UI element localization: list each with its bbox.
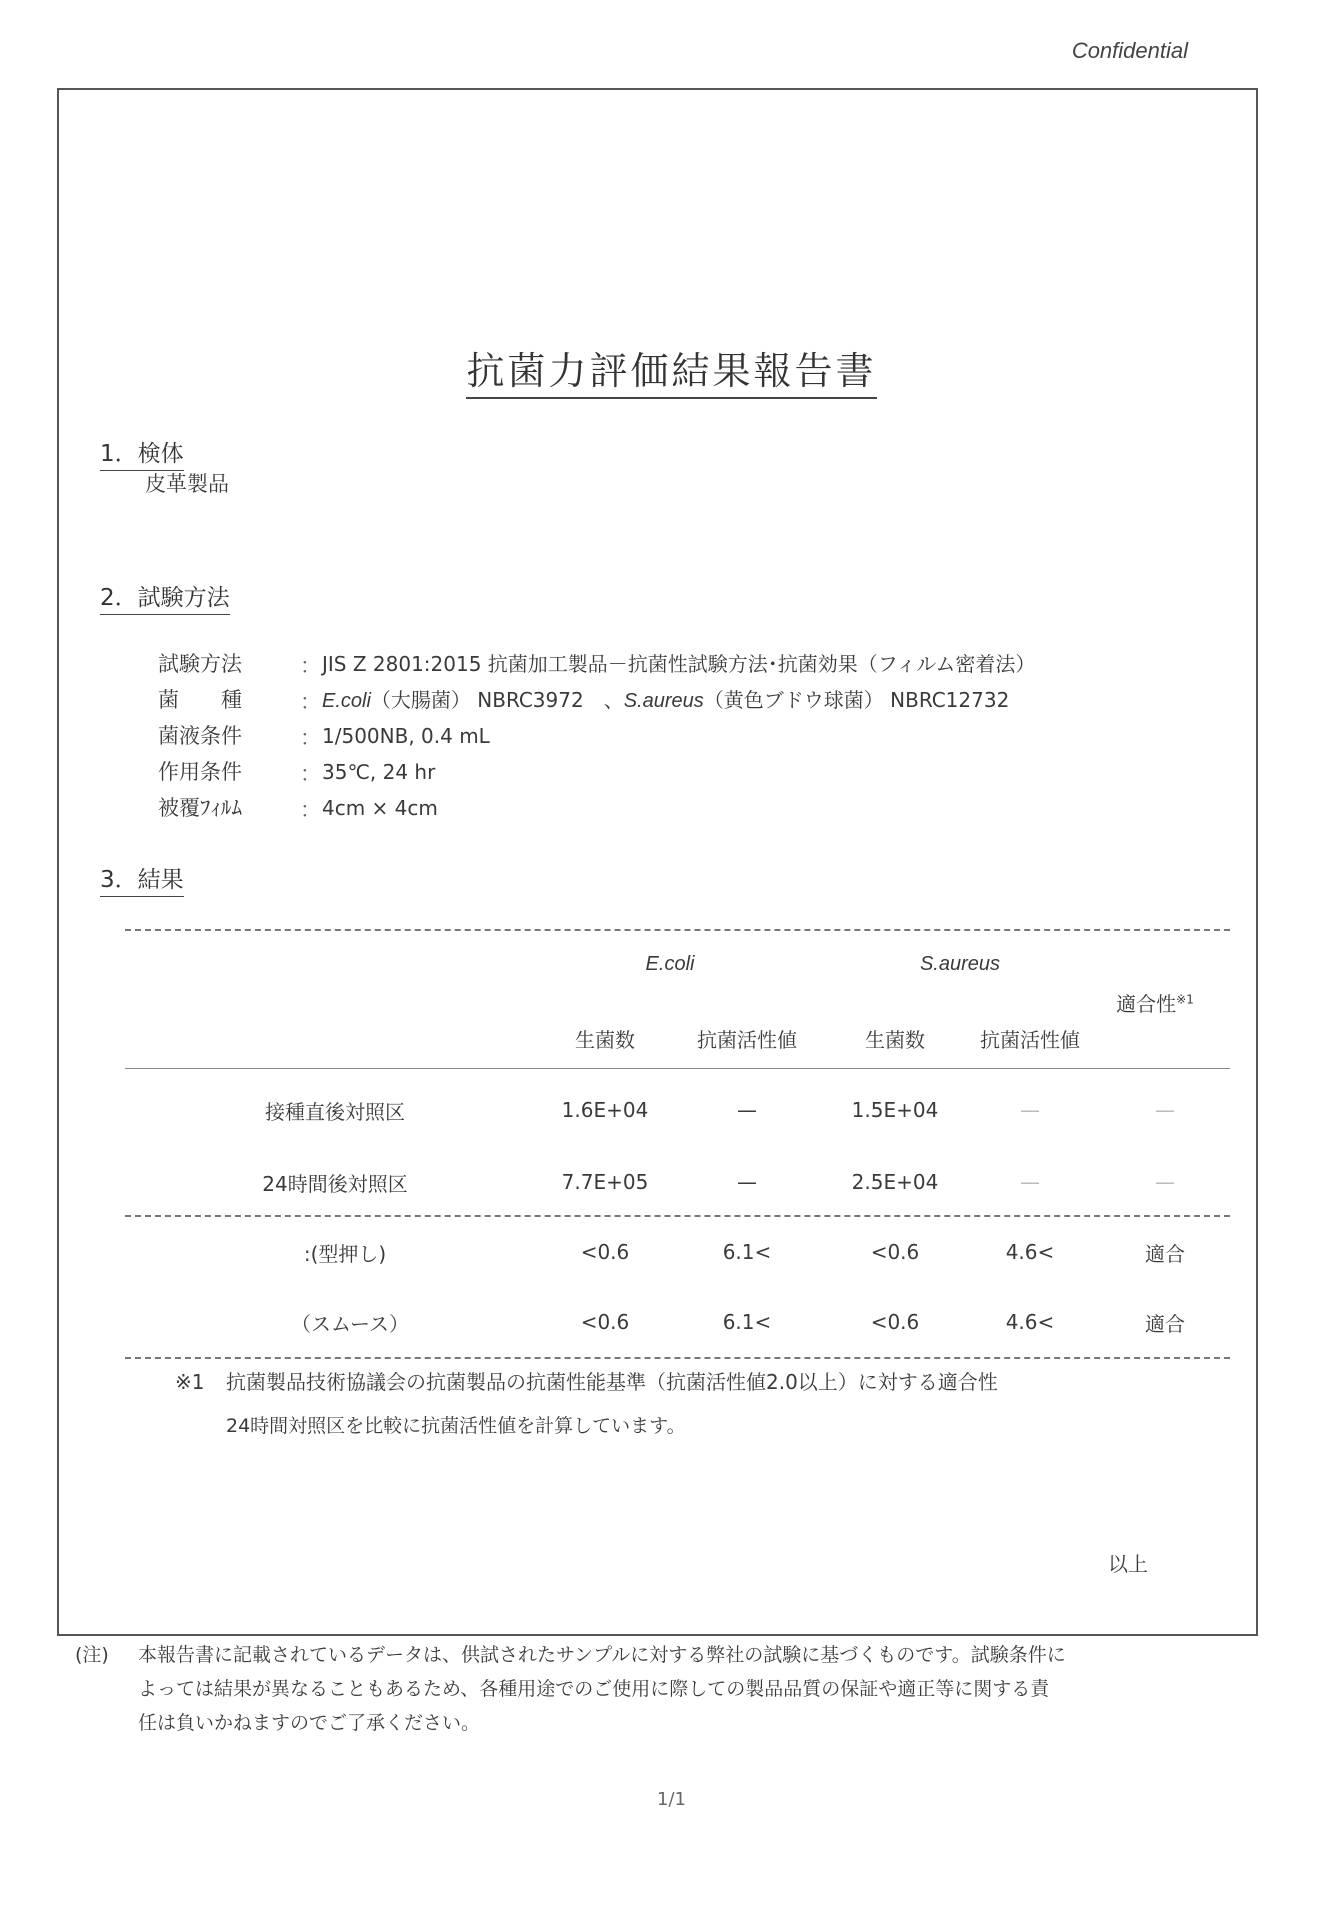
colon: ： xyxy=(300,690,321,714)
saureus-detail: （黄色ブドウ球菌） NBRC12732 xyxy=(703,688,1010,712)
colon: ： xyxy=(300,762,321,786)
method-label-inoculum: 菌液条件 xyxy=(158,724,242,748)
table-top-rule xyxy=(125,929,1230,931)
table-bottom-rule xyxy=(125,1357,1230,1359)
ecoli-count-cell: 1.6E+04 xyxy=(561,1098,649,1122)
table-mid-rule xyxy=(125,1215,1230,1217)
method-value-test: JIS Z 2801:2015 抗菌加工製品－抗菌性試験方法･抗菌効果（フィルム密着法） xyxy=(322,652,1036,676)
method-label-test: 試験方法 xyxy=(158,652,242,676)
report-title xyxy=(0,340,1343,395)
conformity-header-sup: ※1 xyxy=(1176,992,1194,1007)
saureus-count-cell: <0.6 xyxy=(870,1310,920,1334)
colon: ： xyxy=(300,654,321,678)
row-label: （スムース） xyxy=(291,1312,409,1336)
conformity-cell: 適合 xyxy=(1145,1312,1185,1336)
disclaimer-prefix: (注) xyxy=(75,1644,109,1666)
saureus-activity-header: 抗菌活性値 xyxy=(980,1028,1080,1052)
group-ecoli-header: E.coli xyxy=(645,953,695,975)
method-value-inoculum: 1/500NB, 0.4 mL xyxy=(322,724,490,748)
ecoli-name: E.coli xyxy=(322,690,371,712)
section-sample-heading: 1．検体 xyxy=(100,440,184,471)
row-label: :(型押し) xyxy=(303,1242,387,1266)
saureus-activity-cell: — xyxy=(1020,1170,1040,1194)
colon: ： xyxy=(300,798,321,822)
footnote-line1: 抗菌製品技術協議会の抗菌製品の抗菌性能基準（抗菌活性値2.0以上）に対する適合性 xyxy=(226,1370,998,1394)
group-saureus-header: S.aureus xyxy=(919,953,1001,975)
saureus-activity-cell: 4.6< xyxy=(1005,1240,1055,1264)
method-value-strain xyxy=(322,686,1009,715)
saureus-count-cell: 1.5E+04 xyxy=(851,1098,939,1122)
ecoli-activity-header: 抗菌活性値 xyxy=(697,1028,797,1052)
ecoli-activity-cell: 6.1< xyxy=(722,1310,772,1334)
ecoli-activity-cell: 6.1< xyxy=(722,1240,772,1264)
row-label: 24時間後対照区 xyxy=(262,1172,408,1196)
row-label: 接種直後対照区 xyxy=(265,1100,405,1124)
conformity-cell: — xyxy=(1155,1170,1175,1194)
saureus-count-cell: <0.6 xyxy=(870,1240,920,1264)
colon: ： xyxy=(300,726,321,750)
closing-mark: 以上 xyxy=(1108,1552,1148,1576)
disclaimer-line2: よっては結果が異なることもあるため、各種用途でのご使用に際しての製品品質の保証や適正等に関する責 xyxy=(138,1678,1050,1700)
footnote-line2: 24時間対照区を比較に抗菌活性値を計算しています。 xyxy=(226,1415,686,1437)
confidential-label: Confidential xyxy=(1071,38,1188,63)
method-label-condition: 作用条件 xyxy=(158,760,242,784)
ecoli-count-cell: <0.6 xyxy=(580,1310,630,1334)
saureus-count-cell: 2.5E+04 xyxy=(851,1170,939,1194)
ecoli-activity-cell: — xyxy=(737,1098,757,1122)
sample-text: 皮革製品 xyxy=(145,472,229,496)
footnote-mark: ※1 xyxy=(175,1370,205,1394)
saureus-activity-cell: — xyxy=(1020,1098,1040,1122)
disclaimer-line1: 本報告書に記載されているデータは、供試されたサンプルに対する弊社の試験に基づくものです。試験条件に xyxy=(138,1644,1066,1666)
report-title-text: 抗菌力評価結果報告書 xyxy=(466,349,876,399)
section-method-heading: 2．試験方法 xyxy=(100,584,230,615)
conformity-header-text: 適合性 xyxy=(1116,992,1177,1016)
saureus-activity-cell: 4.6< xyxy=(1005,1310,1055,1334)
saureus-name: S.aureus xyxy=(623,690,704,712)
method-label-film: 被覆ﾌｨﾙﾑ xyxy=(158,796,242,820)
ecoli-activity-cell: — xyxy=(737,1170,757,1194)
conformity-header xyxy=(1095,988,1215,1017)
ecoli-count-header: 生菌数 xyxy=(575,1028,635,1052)
table-header-rule xyxy=(125,1068,1230,1069)
ecoli-count-cell: 7.7E+05 xyxy=(561,1170,649,1194)
section-results-heading: 3．結果 xyxy=(100,866,184,897)
ecoli-detail: （大腸菌） NBRC3972 、 xyxy=(370,688,624,712)
page-number: 1/1 xyxy=(657,1789,686,1810)
saureus-count-header: 生菌数 xyxy=(865,1028,925,1052)
ecoli-count-cell: <0.6 xyxy=(580,1240,630,1264)
conformity-cell: — xyxy=(1155,1098,1175,1122)
conformity-cell: 適合 xyxy=(1145,1242,1185,1266)
method-label-strain: 菌 種 xyxy=(158,688,242,712)
method-value-film: 4cm × 4cm xyxy=(322,796,438,820)
method-value-condition: 35℃, 24 hr xyxy=(322,760,436,784)
disclaimer-line3: 任は負いかねますのでご了承ください。 xyxy=(138,1712,481,1734)
report-frame xyxy=(57,88,1258,1636)
